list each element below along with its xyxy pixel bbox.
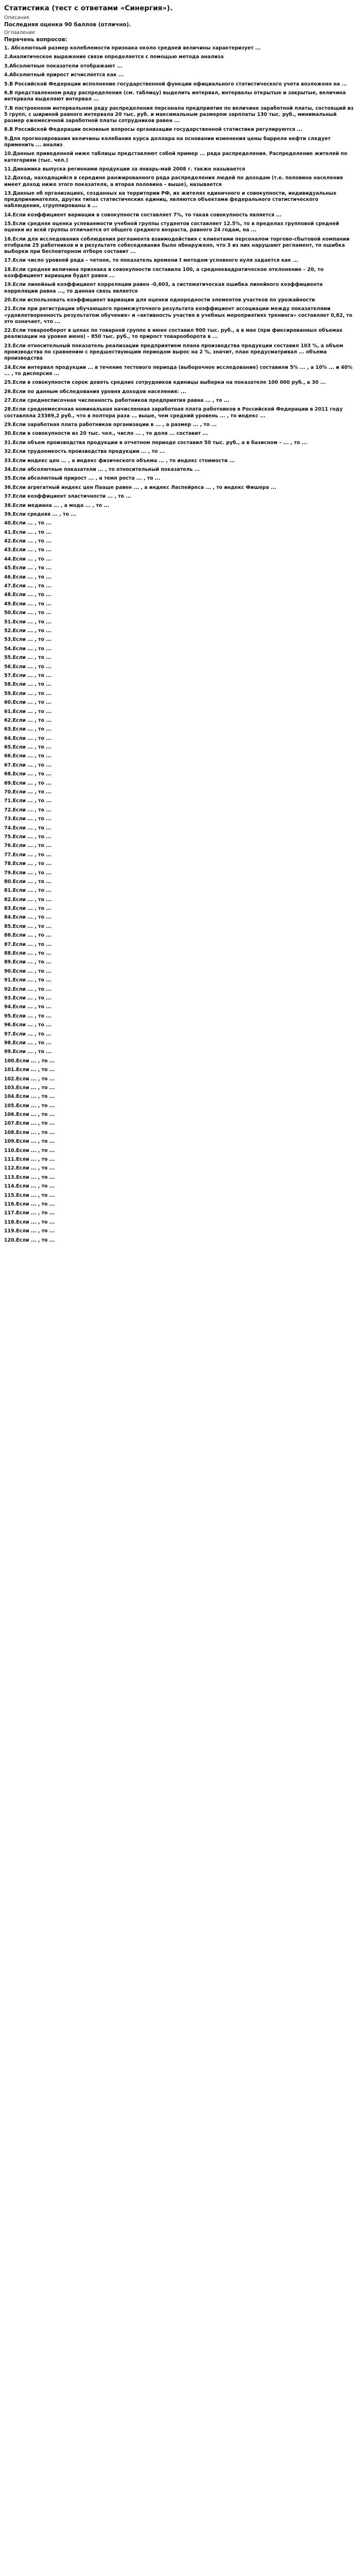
toc-question-link[interactable]: 43.Если ... , то ... [4,547,51,553]
toc-question-link[interactable]: 48.Если ... , то ... [4,592,51,598]
toc-question-link[interactable]: 78.Если ... , то ... [4,861,51,867]
toc-question-link[interactable]: 101.Если ... , то ... [4,1067,55,1073]
toc-question-link[interactable]: 70.Если ... , то ... [4,789,51,795]
toc-question-link[interactable]: 62.Если ... , то ... [4,717,51,723]
toc-question-link[interactable]: 100.Если ... , то ... [4,1058,55,1064]
toc-question-link[interactable]: 52.Если ... , то ... [4,628,51,634]
toc-question-link[interactable]: 88.Если ... , то ... [4,951,51,957]
toc-question-link[interactable]: 12.Доход, находящийся в середине ранжированного ряда распределения людей по доходам (т.е. половина населения имеет доход ниже этого показателя, а вторая половина – выше), называется [4,175,343,188]
toc-question-link[interactable]: 17.Если число уровней ряда – четное, то показатель времени t методом условного нуля задается как ... [4,258,299,264]
toc-question-link[interactable]: 82.Если ... , то ... [4,896,51,903]
toc-question-link[interactable]: 29.Если заработная плата работников организации в ... , а размер ... , то ... [4,422,217,428]
toc-question-link[interactable]: 102.Если ... , то ... [4,1076,55,1082]
toc-question-link[interactable]: 32.Если трудоемкость производства продукции ... , то ... [4,449,165,455]
toc-question-link[interactable]: 10.Данные приведенной ниже таблицы представляют собой пример ... ряда распределения. Распределение жителей по категориям (тыс. чел.) [4,151,348,163]
toc-question-link[interactable]: 15.Если средняя оценка успеваемости учебной группы студентов составляет 12.5%, то в пределах групповой средней оценки из всей группы отличается от общего среднего возраста, равного 24 годам, на ... [4,221,339,233]
toc-question-link[interactable]: 73.Если ... , то ... [4,816,51,822]
toc-question-link[interactable]: 65.Если ... , то ... [4,744,51,751]
toc-question-link[interactable]: 66.Если ... , то ... [4,753,51,759]
toc-question-link[interactable]: 60.Если ... , то ... [4,700,51,706]
toc-question-link[interactable]: 116.Если ... , то ... [4,1201,55,1207]
toc-question-link[interactable]: 28.Если среднемесячная номинальная начисленная заработная плата работников в Российской Федерации в 2011 году составляла 23369,2 руб., что в полтора раза ... выше, чем средний уровень ... , то индекс ... [4,406,343,419]
toc-question-link[interactable]: 1. Абсолютный размер колеблемости признака около средней величины характеризует ... [4,45,261,51]
toc-question-link[interactable]: 9.Для прогнозирования величины колебания курса доллара на основании изменения цены барреля нефти следует применить ... анализ [4,135,331,148]
toc-question-link[interactable]: 120.Если ... , то ... [4,1237,55,1243]
toc-question-link[interactable]: 13.Данные об организациях, созданных на территории РФ, их жителях единичного и совокупности, индивидуальных предпринимателях, других типах статистических единиц, являются объектами федерального статистического наблюдения, сгруппированы в ... [4,190,337,209]
toc-question-link[interactable]: 38.Если медиана ... , а мода ... , то ... [4,502,110,509]
toc-question-link[interactable]: 37.Если коэффициент эластичности ... , то ... [4,494,131,500]
toc-question-link[interactable]: 58.Если ... , то ... [4,682,51,688]
toc-question-link[interactable]: 3.Абсолютные показатели отображают ... [4,63,123,69]
toc-question-link[interactable]: 115.Если ... , то ... [4,1192,55,1198]
toc-question-link[interactable]: 90.Если ... , то ... [4,968,51,974]
toc-question-link[interactable]: 84.Если ... , то ... [4,914,51,921]
toc-question-link[interactable]: 67.Если ... , то ... [4,762,51,768]
toc-question-link[interactable]: 8.В Российской Федерации основные вопросы организации государственной статистики регулируются ... [4,127,303,133]
toc-question-link[interactable]: 83.Если ... , то ... [4,906,51,912]
toc-question-link[interactable]: 80.Если ... , то ... [4,878,51,885]
toc-question-link[interactable]: 7.В построенном интервальном ряду распределения персонала предприятия по величине заработной платы, состоящий из 5 групп, с шириной равного интервала 20 тыс. руб. и максимальным размером зарплаты 130 тыс. руб., минимальный размер ежемесячной заработной платы сотрудников равен ... [4,105,354,124]
toc-question-link[interactable]: 93.Если ... , то ... [4,995,51,1001]
question-list [4,45,357,1244]
toc-question-link[interactable]: 40.Если ... , то ... [4,520,51,527]
toc-question-link[interactable]: 22.Если товарооборот в ценах по товарной группе в июне составил 900 тыс. руб., а в мае (при фиксированных объемах реализации на уровне июня) – 850 тыс. руб., то прирост товарооборота в ... [4,328,342,340]
toc-question-link[interactable]: 119.Если ... , то ... [4,1228,55,1234]
toc-question-link[interactable]: 18.Если средняя величина признака в совокупности составила 100, а среднеквадратическое отклонение – 20, то коэффициент вариации будет равен ... [4,266,324,279]
description-text: Последняя оценка 90 баллов (отлично). [4,22,131,28]
toc-question-link[interactable]: 35.Если абсолютный прирост ... , а темп роста ... , то ... [4,476,161,482]
toc-question-link[interactable]: 21.Если при регистрации обучающего промежуточного результата коэффициент ассоциации между показателями «удовлетворенность результатом обучения» и «активность участия в учебных мероприятиях тренинга» составляет 0,82, то это означает, что ... [4,306,353,325]
toc-question-link[interactable]: 27.Если среднесписочная численность работников предприятия равна ... , то ... [4,398,230,404]
toc-question-link[interactable]: 76.Если ... , то ... [4,843,51,849]
toc-question-link[interactable]: 41.Если ... , то ... [4,529,51,535]
toc-title: Перечень вопросов: [4,37,67,43]
toc-question-link[interactable]: 71.Если ... , то ... [4,798,51,804]
toc-question-link[interactable]: 36.Если агрегатный индекс цен Пааше равен ... , а индекс Ласпейреса ... , то индекс Фишера ... [4,484,277,490]
toc-question-link[interactable]: 23.Если относительный показатель реализации предприятием плана производства продукции составил 103 %, а объем производства по сравнению с предшествующим периодом вырос на 2 %, значит, план предусматривал ... объема производства [4,343,343,362]
toc-question-link[interactable]: 106.Если ... , то ... [4,1112,55,1118]
toc-question-link[interactable]: 86.Если ... , то ... [4,933,51,939]
toc-question-link[interactable]: 77.Если ... , то ... [4,852,51,858]
toc-question-link[interactable]: 11.Динамика выпуска регионами продукции за январь-май 2008 г. также называется [4,166,245,172]
toc-question-link[interactable]: 103.Если ... , то ... [4,1084,55,1091]
toc-question-link[interactable]: 96.Если ... , то ... [4,1022,51,1028]
toc-question-link[interactable]: 64.Если ... , то ... [4,735,51,741]
toc-question-link[interactable]: 72.Если ... , то ... [4,807,51,813]
toc-question-link[interactable]: 31.Если объем производства продукции в отчетном периоде составил 50 тыс. руб., а в базисном – ... , то ... [4,439,307,446]
toc-question-link[interactable]: 34.Если абсолютные показатели ... , то относительный показатель ... [4,466,200,472]
toc-question-link[interactable]: 16.Если для исследования соблюдения регламента взаимодействия с клиентами персоналом торгово-сбытовой компании отобрали 25 работников и в результате собеседования было обнаружено, что 3 из них нарушают регламент, то ошибка выборки при бесповторном отборе составит ... [4,236,350,255]
toc-question-link[interactable]: 98.Если ... , то ... [4,1040,51,1046]
toc-question-link[interactable]: 63.Если ... , то ... [4,726,51,733]
toc-question-link[interactable]: 92.Если ... , то ... [4,986,51,992]
toc-question-link[interactable]: 14.Если коэффициент вариации в совокупности составляет 7%, то такая совокупность является ... [4,212,282,218]
toc-question-link[interactable]: 49.Если ... , то ... [4,601,51,607]
toc-question-link[interactable]: 2.Аналитическое выражение связи определяется с помощью метода анализа [4,54,224,60]
document-page [0,0,361,1244]
toc-question-link[interactable]: 69.Если ... , то ... [4,780,51,786]
toc-question-link[interactable]: 56.Если ... , то ... [4,664,51,670]
toc-question-link[interactable]: 79.Если ... , то ... [4,870,51,876]
toc-question-link[interactable]: 114.Если ... , то ... [4,1183,55,1190]
toc-question-link[interactable]: 97.Если ... , то ... [4,1031,51,1037]
toc-question-link[interactable]: 112.Если ... , то ... [4,1165,55,1172]
toc-question-link[interactable]: 104.Если ... , то ... [4,1094,55,1100]
toc-question-link[interactable]: 61.Если ... , то ... [4,708,51,715]
toc-question-link[interactable]: 54.Если ... , то ... [4,646,51,652]
toc-question-link[interactable]: 53.Если ... , то ... [4,637,51,643]
toc-question-link[interactable]: 24.Если интервал продукции ... в течение тестового периода (выборочное исследование) составили 5% ... , а 10% ... и 40% ... , то дисперсия ... [4,364,353,377]
toc-question-link[interactable]: 50.Если ... , то ... [4,610,51,616]
toc-label: Оглавление [4,30,36,36]
toc-question-link[interactable]: 94.Если ... , то ... [4,1004,51,1010]
toc-question-link[interactable]: 4.Абсолютный прирост исчисляется как ... [4,72,124,78]
toc-question-link[interactable]: 105.Если ... , то ... [4,1103,55,1109]
description-label: Описание [4,15,30,21]
toc-question-link[interactable]: 68.Если ... , то ... [4,771,51,777]
toc-question-link[interactable]: 45.Если ... , то ... [4,565,51,571]
toc-question-link[interactable]: 30.Если в совокупности из 20 тыс. чел., число ... , то доля ... составит ... [4,431,208,437]
toc-question-link[interactable]: 95.Если ... , то ... [4,1013,51,1019]
toc-question-link[interactable]: 91.Если ... , то ... [4,977,51,984]
toc-question-link[interactable]: 111.Если ... , то ... [4,1157,55,1163]
toc-question-link[interactable]: 44.Если ... , то ... [4,556,51,562]
toc-question-link[interactable]: 55.Если ... , то ... [4,655,51,661]
toc-question-link[interactable]: 87.Если ... , то ... [4,941,51,947]
toc-question-link[interactable]: 107.Если ... , то ... [4,1121,55,1127]
toc-question-link[interactable]: 74.Если ... , то ... [4,825,51,831]
toc-question-link[interactable]: 26.Если по данным обследования уровня доходов населения: ... [4,388,186,395]
toc-question-link[interactable]: 20.Если использовать коэффициент вариации для оценки однородности элементов участков по урожайности [4,297,315,303]
toc-question-link[interactable]: 89.Если ... , то ... [4,959,51,965]
toc-question-link[interactable]: 6.В представленном ряду распределения (см. таблицу) выделить интервал, интервалы открытые и закрытые, величина интервала выделяют интервал ... [4,90,346,103]
toc-question-link[interactable]: 59.Если ... , то ... [4,690,51,697]
toc-question-link[interactable]: 46.Если ... , то ... [4,574,51,580]
toc-question-link[interactable]: 81.Если ... , то ... [4,888,51,894]
toc-question-link[interactable]: 118.Если ... , то ... [4,1219,55,1225]
toc-question-link[interactable]: 109.Если ... , то ... [4,1139,55,1145]
toc-question-link[interactable]: 47.Если ... , то ... [4,583,51,589]
toc-question-link[interactable]: 33.Если индекс цен ... , а индекс физического объема ... , то индекс стоимости ... [4,457,235,464]
document-title: Статистика (тест с ответами «Синергия»). [4,4,173,12]
toc-question-link[interactable]: 117.Если ... , то ... [4,1210,55,1216]
toc-question-link[interactable]: 113.Если ... , то ... [4,1174,55,1180]
toc-question-link[interactable]: 25.Если в совокупности сорок девять средних сотрудников единицы выборки на показателе 100 000 руб., а 30 ... [4,380,326,386]
toc-question-link[interactable]: 5.В Российской Федерации исполнение государственной функции официального статистического учета возложено на ... [4,81,348,87]
toc-question-link[interactable]: 19.Если линейный коэффициент корреляции равен -0,603, а систематическая ошибка линейного коэффициента корреляции равна ..., то данная связь является [4,282,323,294]
toc-question-link[interactable]: 51.Если ... , то ... [4,619,51,625]
toc-question-link[interactable]: 42.Если ... , то ... [4,538,51,545]
toc-question-link[interactable]: 39.Если средняя ... , то ... [4,511,76,517]
toc-question-link[interactable]: 85.Если ... , то ... [4,923,51,929]
toc-question-link[interactable]: 110.Если ... , то ... [4,1147,55,1154]
toc-question-link[interactable]: 108.Если ... , то ... [4,1129,55,1136]
toc-question-link[interactable]: 99.Если ... , то ... [4,1049,51,1055]
toc-question-link[interactable]: 75.Если ... , то ... [4,834,51,840]
toc-question-link[interactable]: 57.Если ... , то ... [4,672,51,679]
